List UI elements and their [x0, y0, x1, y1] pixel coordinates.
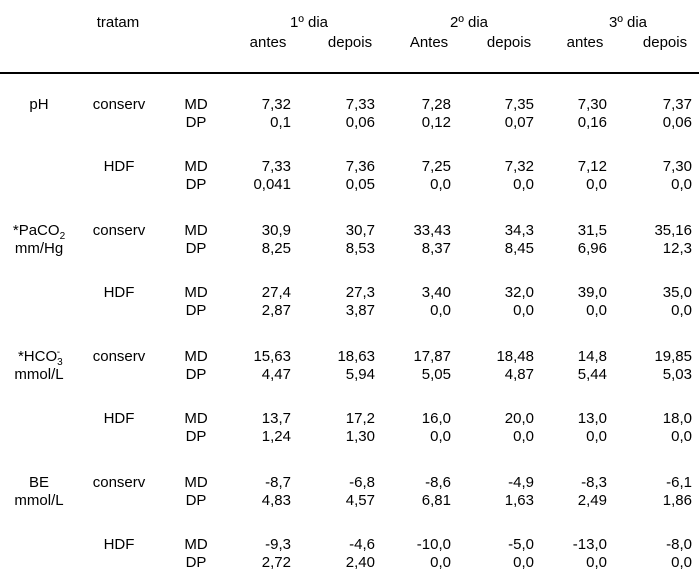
header-day-1: 1º dia: [289, 14, 329, 31]
value-dp: 6,96: [577, 240, 607, 257]
value-md: -8,6: [425, 474, 451, 491]
value-md: -8,0: [666, 536, 692, 553]
treatment-label: conserv: [92, 222, 146, 239]
value-dp: 5,05: [421, 366, 451, 383]
value-dp: 0,0: [513, 428, 534, 445]
value-md: 7,25: [421, 158, 451, 175]
header-day-2: 2º dia: [449, 14, 489, 31]
value-dp: 1,63: [504, 492, 534, 509]
treatment-label: conserv: [92, 474, 146, 491]
value-md: 18,0: [662, 410, 692, 427]
value-md: 14,8: [577, 348, 607, 365]
param-label-text: *HCO: [17, 348, 58, 365]
value-md: 7,30: [577, 96, 607, 113]
stat-label-dp: DP: [185, 240, 207, 257]
value-md: 7,32: [504, 158, 534, 175]
param-label: [12, 222, 66, 242]
value-md: 30,9: [261, 222, 291, 239]
stat-label-md: MD: [184, 536, 208, 553]
header-sub-2: Antes: [409, 34, 449, 51]
value-md: 27,3: [345, 284, 375, 301]
value-dp: 1,30: [345, 428, 375, 445]
value-dp: 5,44: [577, 366, 607, 383]
value-dp: 4,83: [261, 492, 291, 509]
value-md: 7,30: [662, 158, 692, 175]
treatment-label: HDF: [103, 158, 135, 175]
value-dp: 5,03: [662, 366, 692, 383]
value-md: 35,16: [654, 222, 692, 239]
value-md: 7,37: [662, 96, 692, 113]
value-dp: 6,81: [421, 492, 451, 509]
value-dp: 0,0: [430, 302, 451, 319]
value-dp: 5,94: [345, 366, 375, 383]
stat-label-dp: DP: [185, 114, 207, 131]
param-label-subscript: 2: [59, 231, 66, 242]
value-md: -8,7: [265, 474, 291, 491]
value-dp: 0,1: [270, 114, 291, 131]
value-dp: 4,57: [345, 492, 375, 509]
value-md: 7,33: [261, 158, 291, 175]
value-dp: 0,0: [586, 554, 607, 571]
value-md: -4,6: [349, 536, 375, 553]
treatment-label: HDF: [103, 284, 135, 301]
value-md: -8,3: [581, 474, 607, 491]
value-md: -9,3: [265, 536, 291, 553]
header-sub-4: antes: [566, 34, 604, 51]
value-dp: 4,47: [261, 366, 291, 383]
value-dp: 0,0: [671, 176, 692, 193]
value-dp: 0,0: [671, 428, 692, 445]
value-dp: 2,49: [577, 492, 607, 509]
value-dp: 0,0: [671, 554, 692, 571]
value-dp: 8,53: [345, 240, 375, 257]
stat-label-dp: DP: [185, 428, 207, 445]
param-label-text: BE: [28, 474, 50, 491]
value-dp: 0,041: [253, 176, 291, 193]
value-md: 39,0: [577, 284, 607, 301]
value-md: 35,0: [662, 284, 692, 301]
param-label-text: *PaCO: [12, 222, 60, 239]
value-md: 7,35: [504, 96, 534, 113]
value-md: 15,63: [253, 348, 291, 365]
stat-label-dp: DP: [185, 176, 207, 193]
value-dp: 1,86: [662, 492, 692, 509]
value-md: 13,0: [577, 410, 607, 427]
value-dp: 3,87: [345, 302, 375, 319]
value-dp: 0,0: [513, 176, 534, 193]
treatment-label: conserv: [92, 348, 146, 365]
header-tratam: tratam: [96, 14, 140, 31]
value-md: 20,0: [504, 410, 534, 427]
stat-label-md: MD: [184, 222, 208, 239]
value-md: 17,2: [345, 410, 375, 427]
treatment-label: conserv: [92, 96, 146, 113]
value-md: 16,0: [421, 410, 451, 427]
value-md: -6,1: [666, 474, 692, 491]
value-dp: 8,25: [261, 240, 291, 257]
value-md: -5,0: [508, 536, 534, 553]
treatment-label: HDF: [103, 536, 135, 553]
value-dp: 4,87: [504, 366, 534, 383]
value-dp: 2,72: [261, 554, 291, 571]
value-dp: 0,0: [430, 554, 451, 571]
stat-label-md: MD: [184, 284, 208, 301]
value-dp: 0,0: [513, 554, 534, 571]
header-day-3: 3º dia: [608, 14, 648, 31]
value-dp: 0,05: [345, 176, 375, 193]
value-dp: 0,0: [671, 302, 692, 319]
param-unit: mmol/L: [14, 366, 64, 383]
value-dp: 0,07: [504, 114, 534, 131]
value-md: 7,33: [345, 96, 375, 113]
header-sub-0: antes: [249, 34, 287, 51]
value-md: -4,9: [508, 474, 534, 491]
stat-label-md: MD: [184, 348, 208, 365]
value-dp: 1,24: [261, 428, 291, 445]
param-unit: mmol/L: [14, 492, 64, 509]
value-md: 34,3: [504, 222, 534, 239]
value-dp: 0,0: [513, 302, 534, 319]
value-md: 7,32: [261, 96, 291, 113]
value-dp: 0,0: [586, 176, 607, 193]
value-md: 30,7: [345, 222, 375, 239]
value-md: 32,0: [504, 284, 534, 301]
value-dp: 8,45: [504, 240, 534, 257]
value-md: 31,5: [577, 222, 607, 239]
value-md: 18,63: [337, 348, 375, 365]
stat-label-dp: DP: [185, 554, 207, 571]
param-label: [29, 96, 48, 113]
value-dp: 0,06: [345, 114, 375, 131]
value-md: 19,85: [654, 348, 692, 365]
stat-label-md: MD: [184, 96, 208, 113]
value-dp: 0,06: [662, 114, 692, 131]
value-dp: 0,0: [586, 302, 607, 319]
value-md: 33,43: [413, 222, 451, 239]
value-dp: 0,12: [421, 114, 451, 131]
treatment-label: HDF: [103, 410, 135, 427]
value-md: 27,4: [261, 284, 291, 301]
stat-label-dp: DP: [185, 492, 207, 509]
param-label-subscript: 3: [57, 357, 63, 368]
param-label: [17, 347, 63, 368]
stat-label-dp: DP: [185, 302, 207, 319]
value-dp: 0,16: [577, 114, 607, 131]
value-dp: 2,87: [261, 302, 291, 319]
stat-label-md: MD: [184, 158, 208, 175]
value-md: 18,48: [496, 348, 534, 365]
value-md: 13,7: [261, 410, 291, 427]
param-label-text: pH: [29, 96, 49, 113]
value-dp: 12,3: [662, 240, 692, 257]
value-dp: 2,40: [345, 554, 375, 571]
header-rule: [0, 72, 699, 74]
header-sub-5: depois: [642, 34, 688, 51]
value-md: 17,87: [413, 348, 451, 365]
value-md: 7,36: [345, 158, 375, 175]
value-dp: 8,37: [421, 240, 451, 257]
value-md: 7,28: [421, 96, 451, 113]
param-label: [29, 474, 49, 491]
value-md: -10,0: [416, 536, 451, 553]
value-dp: 0,0: [430, 428, 451, 445]
header-sub-3: depois: [486, 34, 532, 51]
stat-label-md: MD: [184, 474, 208, 491]
value-md: 7,12: [577, 158, 607, 175]
param-unit: mm/Hg: [14, 240, 64, 257]
value-dp: 0,0: [430, 176, 451, 193]
stat-label-md: MD: [184, 410, 208, 427]
param-label-superscript: -: [56, 347, 61, 358]
header-sub-1: depois: [327, 34, 373, 51]
value-md: -6,8: [349, 474, 375, 491]
value-md: -13,0: [572, 536, 607, 553]
value-md: 3,40: [421, 284, 451, 301]
value-dp: 0,0: [586, 428, 607, 445]
stat-label-dp: DP: [185, 366, 207, 383]
